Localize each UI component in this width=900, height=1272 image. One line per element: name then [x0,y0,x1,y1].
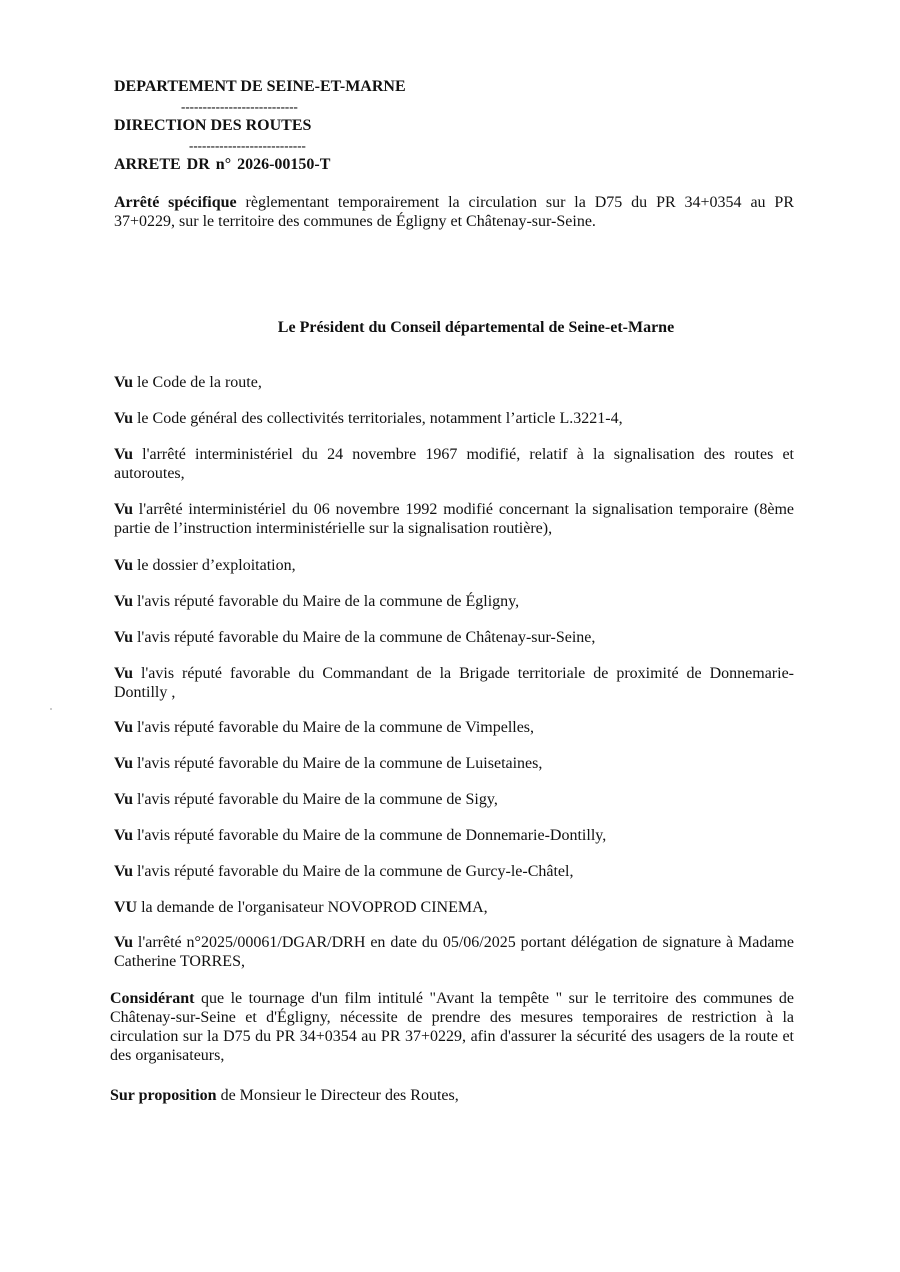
visa-lead: Vu [114,791,133,808]
visa-paragraph [114,445,794,483]
arrete-number: ARRETE DR n° 2026-00150-T [114,156,331,173]
visa-lead: Vu [114,593,133,610]
visa-lead: Vu [114,374,133,391]
visa-lead: Vu [114,755,133,772]
visa-paragraph [114,628,794,647]
visa-lead: Vu [114,665,133,682]
visa-text: la demande de l'organisateur NOVOPROD CINEMA, [137,899,488,916]
visa-paragraph [114,500,794,538]
visa-text: l'arrêté interministériel du 24 novembre 1967 modifié, relatif à la signalisation des routes et autoroutes, [114,446,794,482]
visa-lead: VU [114,899,138,916]
visa-text: le Code général des collectivités territoriales, notamment l’article L.3221-4, [132,410,623,427]
visa-lead: Vu [114,934,133,951]
visa-lead: Vu [114,557,133,574]
visa-text: l'avis réputé favorable du Maire de la commune de Égligny, [132,593,520,610]
visa-paragraph [114,373,794,392]
visa-paragraph [114,664,794,702]
considerant-text: que le tournage d'un film intitulé "Avant la tempête " sur le territoire des communes de Châtenay-sur-Seine et d'Égligny, nécessite de prendre des mesures temporaires de restriction à la circulation sur la D75 du PR 34+0354 au PR 37+0229, afin d'assurer la sécurité des usagers de la route et des organisateurs, [110,990,794,1064]
visa-paragraph [114,718,794,737]
visa-text: l'avis réputé favorable du Maire de la commune de Sigy, [132,791,498,808]
visa-paragraph [114,790,794,809]
separator-line: --------------------------- [181,99,298,114]
subject-text: règlementant temporairement la circulation sur la D75 du PR 34+0354 au PR 37+0229, sur le territoire des communes de Égligny et Châtenay-sur-Seine. [114,194,794,230]
visa-text: l'avis réputé favorable du Maire de la commune de Donnemarie-Dontilly, [132,827,607,844]
visa-lead: Vu [114,719,133,736]
visa-text: le dossier d’exploitation, [132,557,296,574]
scan-speck [50,708,52,710]
visa-lead: Vu [114,501,133,518]
visa-paragraph [114,409,794,428]
visa-text: l'arrêté n°2025/00061/DGAR/DRH en date du 05/06/2025 portant délégation de signature à Madame Catherine TORRES, [114,934,794,970]
visa-paragraph [114,754,794,773]
visa-text: l'arrêté interministériel du 06 novembre 1992 modifié concernant la signalisation temporaire (8ème partie de l’instruction interministérielle sur la signalisation routière), [114,501,794,537]
visa-lead: Vu [114,827,133,844]
visa-paragraph [114,862,794,881]
visa-text: le Code de la route, [132,374,262,391]
visa-text: l'avis réputé favorable du Maire de la commune de Gurcy-le-Châtel, [132,863,574,880]
visa-lead: Vu [114,410,133,427]
proposition-text: de Monsieur le Directeur des Routes, [216,1087,459,1104]
authority-title: Le Président du Conseil départemental de Seine-et-Marne [277,319,675,336]
visa-paragraph [114,898,794,917]
visa-text: l'avis réputé favorable du Maire de la commune de Châtenay-sur-Seine, [132,629,596,646]
considerant-lead: Considérant [110,990,195,1007]
subject-paragraph [114,193,794,231]
visa-paragraph [114,592,794,611]
visa-lead: Vu [114,863,133,880]
visa-paragraph [114,826,794,845]
visa-text: l'avis réputé favorable du Maire de la commune de Luisetaines, [132,755,543,772]
proposition-lead: Sur proposition [110,1087,217,1104]
visa-paragraph [114,556,794,575]
visa-lead: Vu [114,446,133,463]
direction-heading: DIRECTION DES ROUTES [114,117,312,134]
proposition-paragraph [110,1086,794,1105]
visa-lead: Vu [114,629,133,646]
department-heading: DEPARTEMENT DE SEINE-ET-MARNE [114,78,406,95]
visa-text: l'avis réputé favorable du Commandant de la Brigade territoriale de proximité de Donnemarie-Dontilly , [114,665,794,701]
subject-lead: Arrêté spécifique [114,194,237,211]
visa-paragraph [114,933,794,971]
visa-text: l'avis réputé favorable du Maire de la commune de Vimpelles, [132,719,535,736]
separator-line: --------------------------- [189,138,306,153]
considerant-paragraph [110,989,794,1065]
